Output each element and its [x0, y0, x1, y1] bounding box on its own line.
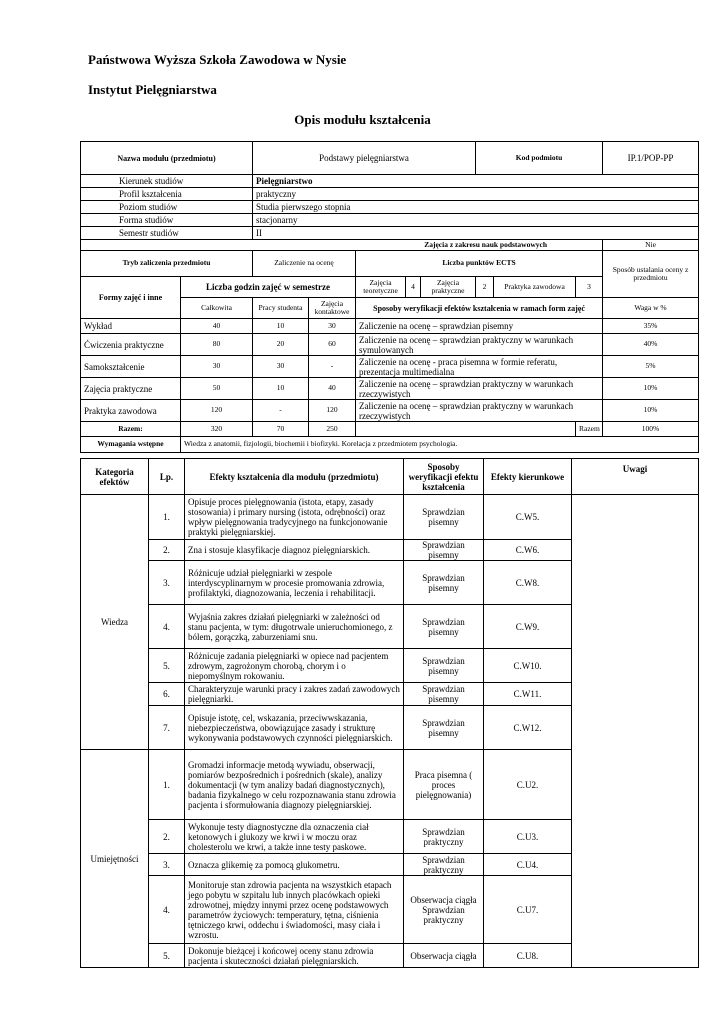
module-code-label: Kod podmiotu: [476, 142, 603, 175]
field-profil-label: Profil kształcenia: [81, 188, 253, 201]
table-row: [81, 356, 699, 378]
field-forma-value: stacjonarny: [253, 214, 699, 227]
effects-header: Efekty kształcenia dla modułu (przedmiotu): [185, 459, 404, 495]
outcome-text: Wyjaśnia zakres działań pielęgniarki w zależności od stanu pacjenta, w tym: długotrwale unieruchomionego, z bólem, gorączką, zaburzeniami snu.: [185, 605, 404, 649]
outcome-lp: 3.: [149, 854, 185, 876]
notes-header: Uwagi: [572, 459, 699, 495]
field-poziom-value: Studia pierwszego stopnia: [253, 201, 699, 214]
totals-row: [81, 422, 699, 437]
grading-method-label: Sposób ustalania oceny z przedmiotu: [603, 251, 699, 298]
prerequisites-value: Wiedza z anatomii, fizjologii, biochemii i biofizyki. Korelacja z przedmiotem psychologia.: [181, 437, 699, 453]
module-info-table: [80, 141, 699, 453]
institute-name: Instytut Pielęgniarstwa: [88, 82, 217, 97]
outcome-code: C.W9.: [484, 605, 572, 649]
outcome-text: Opisuje istotę, cel, wskazania, przeciwwskazania, niebezpieczeństwa, obowiązujące zasady i strukturę wykonywania podstawowych czynności pielęgniarskich.: [185, 706, 404, 750]
student-hours-label: Pracy studenta: [253, 298, 309, 319]
field-kierunek-value: Pielęgniarstwo: [253, 175, 699, 188]
weight-label: Waga w %: [603, 298, 699, 319]
form-weight: 5%: [603, 356, 699, 378]
outcome-text: Zna i stosuje klasyfikacje diagnoz pielęgniarskich.: [185, 540, 404, 561]
outcome-verification: Obserwacja ciągła: [404, 944, 484, 968]
form-weight: 35%: [603, 319, 699, 334]
outcome-verification: Sprawdzian praktyczny: [404, 854, 484, 876]
school-name: Państwowa Wyższa Szkoła Zawodowa w Nysie: [88, 52, 347, 67]
outcome-text: Charakteryzuje warunki pracy i zakres zadań zawodowych pielęgniarki.: [185, 683, 404, 706]
outcome-verification: Obserwacja ciągła Sprawdzian praktyczny: [404, 876, 484, 944]
totals-empty: [356, 422, 576, 437]
outcomes-table: [80, 458, 699, 968]
form-weight: 10%: [603, 378, 699, 400]
table-row: [81, 378, 699, 400]
outcome-code: C.W8.: [484, 561, 572, 605]
outcome-lp: 7.: [149, 706, 185, 750]
category-header: Kategoria efektów: [81, 459, 149, 495]
lp-header: Lp.: [149, 459, 185, 495]
totals-razem: Razem: [576, 422, 603, 437]
outcome-code: C.W6.: [484, 540, 572, 561]
outcome-verification: Sprawdzian pisemny: [404, 495, 484, 540]
outcome-text: Opisuje proces pielęgnowania (istota, etapy, zasady stosowania) i primary nursing (istota, odrębności) oraz wpływ pielęgnowania tradycyjnego na funkcjonowanie praktyki pielęgniarskiej.: [185, 495, 404, 540]
table-row: [81, 334, 699, 356]
form-total: 80: [181, 334, 253, 356]
form-weight: 40%: [603, 334, 699, 356]
outcome-lp: 2.: [149, 540, 185, 561]
outcome-text: Wykonuje testy diagnostyczne dla oznaczenia ciał ketonowych i glukozy we krwi i w moczu oraz cholesterolu we krwi, a także inne testy paskowe.: [185, 820, 404, 854]
totals-label: Razem:: [81, 422, 181, 437]
outcome-text: Oznacza glikemię za pomocą glukometru.: [185, 854, 404, 876]
document-title: Opis modułu kształcenia: [294, 112, 431, 127]
form-name: Samokształcenie: [81, 356, 181, 378]
semester-hours-label: Liczba godzin zajęć w semestrze: [181, 277, 356, 298]
outcome-verification: Sprawdzian pisemny: [404, 605, 484, 649]
basic-sciences-value: Nie: [603, 240, 699, 251]
outcome-verification: Sprawdzian pisemny: [404, 706, 484, 750]
module-code-value: IP.1/POP-PP: [603, 142, 699, 175]
category-wiedza: Wiedza: [81, 495, 149, 750]
outcome-lp: 2.: [149, 820, 185, 854]
outcome-lp: 3.: [149, 561, 185, 605]
form-total: 30: [181, 356, 253, 378]
field-forma-label: Forma studiów: [81, 214, 253, 227]
outcome-text: Różnicuje zadania pielęgniarki w opiece nad pacjentem zdrowym, zagrożonym chorobą, chorym i o niepomyślnym rokowaniu.: [185, 649, 404, 683]
table-row: [81, 319, 699, 334]
form-method: Zaliczenie na ocenę – sprawdzian praktyczny w warunkach rzeczywistych: [356, 400, 603, 422]
form-total: 40: [181, 319, 253, 334]
totals-total: 320: [181, 422, 253, 437]
prerequisites-label: Wymagania wstępne: [81, 437, 181, 453]
form-student: -: [253, 400, 309, 422]
outcome-code: C.W5.: [484, 495, 572, 540]
contact-hours-label: Zajęcia kontaktowe: [309, 298, 356, 319]
placement-label: Praktyka zawodowa: [494, 277, 576, 298]
outcome-text: Gromadzi informacje metodą wywiadu, obserwacji, pomiarów bezpośrednich i pośrednich (skale), analizy dokumentacji (w tym analizy badań diagnostycznych), badania fizykalnego w celu rozpoznawania stanu zdrowia pacjenta i sformułowania diagnozy pielęgniarskiej.: [185, 750, 404, 820]
assessment-mode-label: Tryb zaliczenia przedmiotu: [81, 251, 253, 277]
outcome-code: C.U8.: [484, 944, 572, 968]
outcome-verification: Praca pisemna ( proces pielęgnowania): [404, 750, 484, 820]
form-student: 10: [253, 319, 309, 334]
form-student: 30: [253, 356, 309, 378]
assessment-mode-value: Zaliczenie na ocenę: [253, 251, 356, 277]
totals-contact: 250: [309, 422, 356, 437]
form-contact: 120: [309, 400, 356, 422]
outcome-lp: 4.: [149, 605, 185, 649]
verification-header: Sposoby weryfikacji efektu kształcenia: [404, 459, 484, 495]
field-poziom-label: Poziom studiów: [81, 201, 253, 214]
outcome-lp: 5.: [149, 649, 185, 683]
form-method: Zaliczenie na ocenę – sprawdzian praktyczny w warunkach symulowanych: [356, 334, 603, 356]
form-name: Praktyka zawodowa: [81, 400, 181, 422]
field-semestr-label: Semestr studiów: [81, 227, 253, 240]
outcome-verification: Sprawdzian pisemny: [404, 683, 484, 706]
module-name-value: Podstawy pielęgniarstwa: [253, 142, 476, 175]
basic-sciences-label: Zajęcia z zakresu nauk podstawowych: [81, 240, 603, 251]
outcome-code: C.W11.: [484, 683, 572, 706]
outcome-verification: Sprawdzian pisemny: [404, 649, 484, 683]
outcome-code: C.W12.: [484, 706, 572, 750]
outcome-lp: 6.: [149, 683, 185, 706]
practical-label: Zajęcia praktyczne: [421, 277, 476, 298]
verification-methods-label: Sposoby weryfikacji efektów kształcenia w ramach form zajęć: [356, 298, 603, 319]
form-name: Wykład: [81, 319, 181, 334]
outcome-code: C.W10.: [484, 649, 572, 683]
field-kierunek-label: Kierunek studiów: [81, 175, 253, 188]
form-total: 50: [181, 378, 253, 400]
ects-label: Liczba punktów ECTS: [356, 251, 603, 277]
totals-weight: 100%: [603, 422, 699, 437]
form-total: 120: [181, 400, 253, 422]
notes-cell: [572, 495, 699, 968]
table-row: [81, 495, 699, 540]
outcome-code: C.U7.: [484, 876, 572, 944]
outcome-verification: Sprawdzian pisemny: [404, 540, 484, 561]
form-method: Zaliczenie na ocenę – sprawdzian praktyczny w warunkach rzeczywistych: [356, 378, 603, 400]
form-contact: 30: [309, 319, 356, 334]
outcome-text: Dokonuje bieżącej i końcowej oceny stanu zdrowia pacjenta i skuteczności działań pielęgniarskich.: [185, 944, 404, 968]
outcome-lp: 1.: [149, 750, 185, 820]
field-semestr-value: II: [253, 227, 699, 240]
totals-student: 70: [253, 422, 309, 437]
form-method: Zaliczenie na ocenę – sprawdzian pisemny: [356, 319, 603, 334]
form-contact: 60: [309, 334, 356, 356]
direction-effects-header: Efekty kierunkowe: [484, 459, 572, 495]
outcome-verification: Sprawdzian praktyczny: [404, 820, 484, 854]
theory-ects: 4: [406, 277, 421, 298]
form-name: Ćwiczenia praktyczne: [81, 334, 181, 356]
field-profil-value: praktyczny: [253, 188, 699, 201]
outcome-code: C.U2.: [484, 750, 572, 820]
form-student: 10: [253, 378, 309, 400]
theory-label: Zajęcia teoretyczne: [356, 277, 406, 298]
total-hours-label: Całkowita: [181, 298, 253, 319]
outcome-verification: Sprawdzian pisemny: [404, 561, 484, 605]
outcome-lp: 4.: [149, 876, 185, 944]
form-contact: -: [309, 356, 356, 378]
outcome-text: Różnicuje udział pielęgniarki w zespole interdyscyplinarnym w procesie promowania zdrowia, profilaktyki, diagnozowania, leczenia i rehabilitacji.: [185, 561, 404, 605]
module-name-label: Nazwa modułu (przedmiotu): [81, 142, 253, 175]
outcome-text: Monitoruje stan zdrowia pacjenta na wszystkich etapach jego pobytu w szpitalu lub innych placówkach opieki zdrowotnej, między innymi przez ocenę podstawowych parametrów życiowych: temperatury, tętna, ciśnienia tętniczego krwi, oddechu i świadomości, masy ciała i wzrostu.: [185, 876, 404, 944]
form-name: Zajęcia praktyczne: [81, 378, 181, 400]
outcome-lp: 1.: [149, 495, 185, 540]
form-method: Zaliczenie na ocenę - praca pisemna w formie referatu, prezentacja multimedialna: [356, 356, 603, 378]
outcome-code: C.U4.: [484, 854, 572, 876]
form-student: 20: [253, 334, 309, 356]
table-row: [81, 400, 699, 422]
category-umiejetnosci: Umiejętności: [81, 750, 149, 968]
form-contact: 40: [309, 378, 356, 400]
placement-ects: 3: [576, 277, 603, 298]
form-weight: 10%: [603, 400, 699, 422]
outcome-lp: 5.: [149, 944, 185, 968]
forms-label: Formy zajęć i inne: [81, 277, 181, 319]
practical-ects: 2: [476, 277, 494, 298]
outcome-code: C.U3.: [484, 820, 572, 854]
